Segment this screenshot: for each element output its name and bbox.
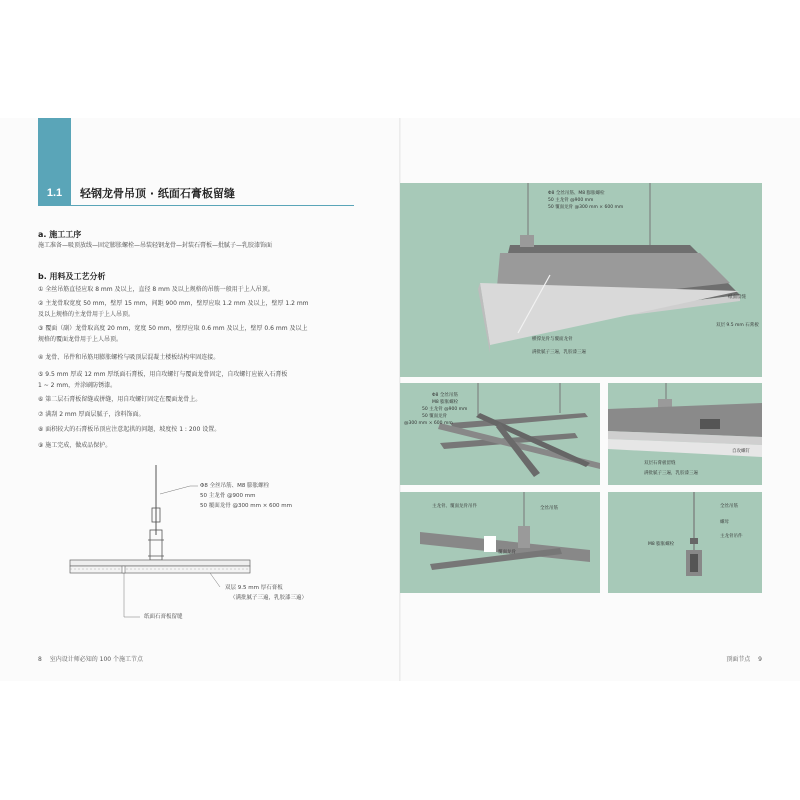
detail-label-rod: Φ8 全丝吊筋、M8 膨胀螺栓 <box>200 483 270 489</box>
render-ceiling-overview <box>400 183 762 377</box>
detail-label-finish: （满批腻子三遍，乳胶漆三遍） <box>230 595 308 601</box>
img3-label: 满批腻子三遍，乳胶漆三遍 <box>644 471 698 476</box>
img1-label: 50 覆面龙骨 @300 mm × 600 mm <box>548 205 624 210</box>
material-line: ① 全丝吊筋直径应取 8 mm 及以上，直径 8 mm 及以上规格的吊筋一般用于上人吊顶。 <box>38 286 274 293</box>
subheading-b: b. 用料及工艺分析 <box>38 272 106 281</box>
section-title: 轻钢龙骨吊顶 · 纸面石膏板留缝 <box>80 187 235 200</box>
material-line: ⑤ 9.5 mm 厚或 12 mm 厚纸面石膏板，用自攻螺钉与覆面龙骨固定，自攻螺钉应嵌入石膏板 <box>38 371 288 378</box>
page-number-left: 8 <box>38 656 42 663</box>
img1-label: 双层 9.5 mm 石膏板 <box>716 323 759 328</box>
detail-label-board: 双层 9.5 mm 厚石膏板 <box>225 585 283 591</box>
material-line: ② 主龙骨取宽度 50 mm，壁厚 15 mm，间距 900 mm，壁厚应取 1.2 mm 及以上，壁厚 1.2 mm <box>38 300 309 307</box>
material-line: ⑥ 第二层石膏板留缝或拼缝，用自攻螺钉固定在覆面龙骨上。 <box>38 396 202 403</box>
img1-label: Φ8 全丝吊筋、M8 膨胀螺栓 <box>548 191 605 196</box>
img4-label: 全丝吊筋 <box>540 506 558 511</box>
process-text: 施工准备—吸顶放线—固定膨胀螺栓—吊装轻钢龙骨—封装石膏板—批腻子—乳胶漆饰面 <box>38 242 273 249</box>
section-detail-drawing <box>60 460 360 630</box>
img1-label: 纸面留缝 <box>728 295 746 300</box>
detail-label-joint: 纸面石膏板留缝 <box>144 614 183 620</box>
render-board-edge <box>608 383 762 485</box>
detail-label-main-keel: 50 主龙骨 @900 mm <box>200 493 256 499</box>
footer-left <box>38 654 143 663</box>
section-number: 1.1 <box>38 181 71 206</box>
detail-label-cover-keel: 50 覆面龙骨 @300 mm × 600 mm <box>200 503 293 509</box>
section-header <box>38 181 354 206</box>
img1-label: 50 主龙骨 @900 mm <box>548 198 594 203</box>
img3-label: 自攻螺钉 <box>732 449 750 454</box>
material-line: ⑧ 面积较大的石膏板吊顶应注意起拱的问题，坡度按 1 : 200 设置。 <box>38 426 221 433</box>
material-line: ③ 覆面（副）龙骨取高度 20 mm，宽度 50 mm，壁厚应取 0.6 mm 及以上，壁厚 0.6 mm 及以上 <box>38 325 308 332</box>
img2-label: 50 覆面龙骨 <box>422 414 448 419</box>
img2-label: @300 mm × 600 mm <box>404 421 453 426</box>
img2-label: M8 膨胀螺栓 <box>432 400 459 405</box>
subheading-a: a. 施工工序 <box>38 230 82 239</box>
material-line: ⑦ 满刮 2 mm 厚面层腻子，涂料饰面。 <box>38 411 145 418</box>
chapter-name: 顶面节点 <box>726 656 751 663</box>
book-title: 室内设计师必知的 100 个施工节点 <box>49 656 144 663</box>
section-underline <box>71 205 354 206</box>
render-hanger-keels <box>400 492 600 593</box>
page-number-right: 9 <box>758 656 762 663</box>
img5-label: 螺母 <box>720 520 729 525</box>
material-line: 规格的覆面龙骨用于上人吊顶。 <box>38 336 123 343</box>
render-rod-bolt <box>608 492 762 593</box>
img3-label: 双层石膏板留缝 <box>644 461 676 466</box>
img5-label: M8 膨胀螺栓 <box>648 542 675 547</box>
img5-label: 全丝吊筋 <box>720 504 738 509</box>
footer-right <box>726 654 762 663</box>
img1-label: 满批腻子三遍，乳胶漆三遍 <box>532 350 586 355</box>
img4-label: 主龙骨、覆面龙骨吊件 <box>432 504 477 509</box>
material-line: ⑨ 施工完成，做成品保护。 <box>38 442 112 449</box>
material-line: 1 ~ 2 mm，并涂刷防锈漆。 <box>38 382 117 389</box>
img5-label: 主龙骨吊件 <box>720 534 743 539</box>
img2-label: 50 主龙骨 @900 mm <box>422 407 468 412</box>
img4-label: 覆面龙骨 <box>498 550 516 555</box>
img2-label: Φ8 全丝吊筋 <box>432 393 458 398</box>
render-keel-grid <box>400 383 600 485</box>
img1-label: 横撑龙骨与覆面龙骨 <box>532 337 573 342</box>
material-line: 及以上规格的主龙骨用于上人吊顶。 <box>38 311 135 318</box>
material-line: ④ 龙骨、吊件和吊筋用膨胀螺栓与吸顶层混凝土楼板结构牢固连接。 <box>38 354 220 361</box>
